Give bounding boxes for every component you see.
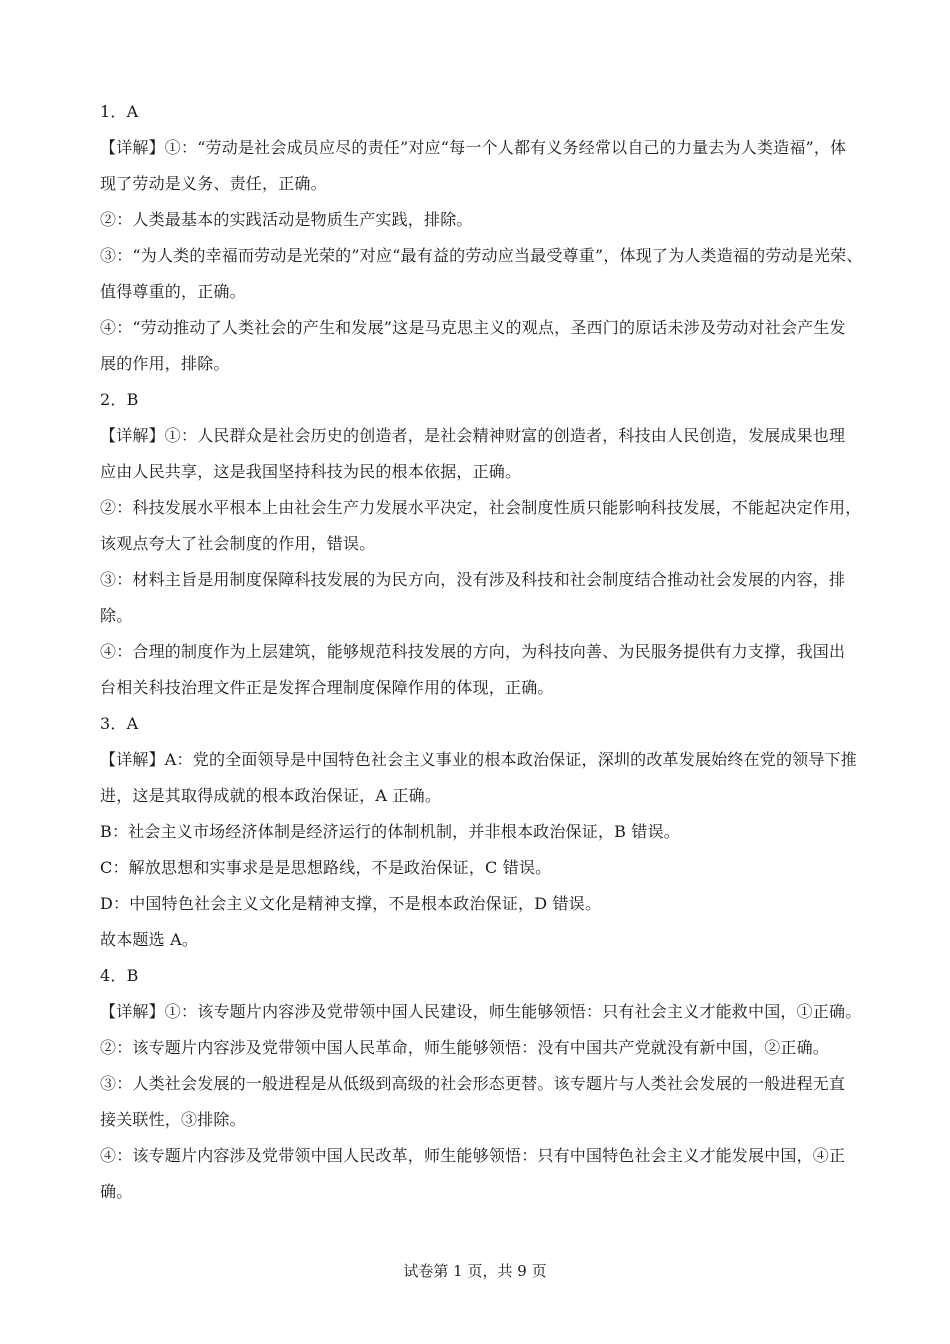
page-footer: 试卷第 1 页，共 9 页 bbox=[403, 1262, 547, 1280]
text-line: ②：该专题片内容涉及党带领中国人民革命，师生能够领悟：没有中国共产党就没有新中国，②正确。 bbox=[100, 1038, 830, 1057]
text-line: ②：科技发展水平根本上由社会生产力发展水平决定，社会制度性质只能影响科技发展，不能起决定作用， bbox=[100, 498, 862, 517]
text-line: 接关联性，③排除。 bbox=[100, 1110, 246, 1129]
answer-content bbox=[100, 94, 862, 1210]
text-line: 【详解】①：该专题片内容涉及党带领中国人民建设，师生能够领悟：只有社会主义才能救中国，①正确。 bbox=[100, 1002, 862, 1021]
text-line: ④：“劳动推动了人类社会的产生和发展”这是马克思主义的观点，圣西门的原话未涉及劳动对社会产生发 bbox=[100, 318, 846, 337]
text-line: 台相关科技治理文件正是发挥合理制度保障作用的体现，正确。 bbox=[100, 678, 554, 697]
text-line: ③：人类社会发展的一般进程是从低级到高级的社会形态更替。该专题片与人类社会发展的一般进程无直 bbox=[100, 1074, 846, 1093]
text-line: ④：合理的制度作为上层建筑，能够规范科技发展的方向，为科技向善、为民服务提供有力支撑，我国出 bbox=[100, 642, 846, 661]
text-line: 展的作用，排除。 bbox=[100, 354, 230, 373]
text-line: D：中国特色社会主义文化是精神支撑，不是根本政治保证，D 错误。 bbox=[100, 894, 602, 913]
text-line: ③：材料主旨是用制度保障科技发展的为民方向，没有涉及科技和社会制度结合推动社会发展的内容，排 bbox=[100, 570, 846, 589]
text-line: 故本题选 A。 bbox=[100, 930, 199, 949]
text-line: ②：人类最基本的实践活动是物质生产实践，排除。 bbox=[100, 210, 473, 229]
text-line: 【详解】A：党的全面领导是中国特色社会主义事业的根本政治保证，深圳的改革发展始终在党的领导下推 bbox=[100, 750, 857, 769]
text-line: 应由人民共享，这是我国坚持科技为民的根本依据，正确。 bbox=[100, 462, 522, 481]
answer-4-heading: 4．B bbox=[100, 966, 139, 985]
answer-2-heading: 2．B bbox=[100, 390, 139, 409]
answer-1-heading: 1．A bbox=[100, 102, 139, 121]
text-line: 确。 bbox=[100, 1182, 133, 1201]
text-line: 进，这是其取得成就的根本政治保证，A 正确。 bbox=[100, 786, 442, 805]
text-line: ④：该专题片内容涉及党带领中国人民改革，师生能够领悟：只有中国特色社会主义才能发展中国，④正 bbox=[100, 1146, 846, 1165]
text-line: 【详解】①：“劳动是社会成员应尽的责任”对应“每一个人都有义务经常以自己的力量去为人类造福”，体 bbox=[100, 138, 847, 157]
answer-3-heading: 3．A bbox=[100, 714, 139, 733]
text-line: C：解放思想和实事求是是思想路线，不是政治保证，C 错误。 bbox=[100, 858, 552, 877]
text-line: B：社会主义市场经济体制是经济运行的体制机制，并非根本政治保证，B 错误。 bbox=[100, 822, 681, 841]
text-line: 现了劳动是义务、责任，正确。 bbox=[100, 174, 327, 193]
text-line: 值得尊重的，正确。 bbox=[100, 282, 246, 301]
text-line: 该观点夸大了社会制度的作用，错误。 bbox=[100, 534, 376, 553]
text-line: 【详解】①：人民群众是社会历史的创造者，是社会精神财富的创造者，科技由人民创造，发展成果也理 bbox=[100, 426, 846, 445]
text-line: 除。 bbox=[100, 606, 133, 625]
text-line: ③：“为人类的幸福而劳动是光荣的”对应“最有益的劳动应当最受尊重”，体现了为人类造福的劳动是光荣、 bbox=[100, 246, 863, 265]
